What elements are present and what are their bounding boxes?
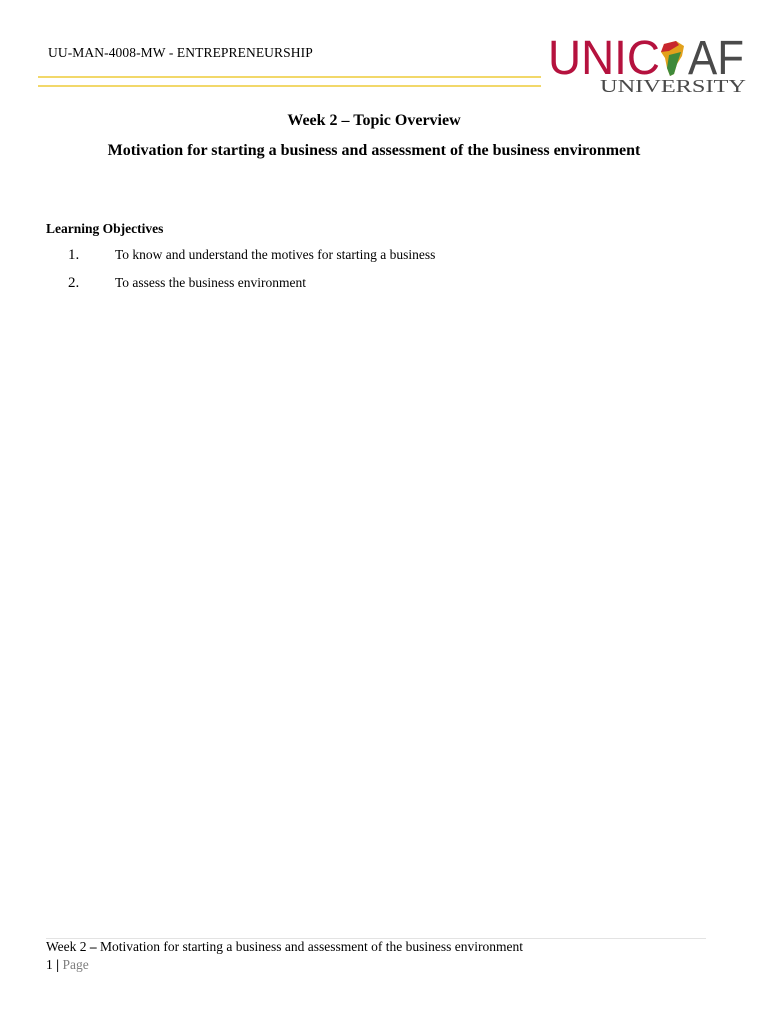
logo-letters-left: UNIC bbox=[548, 32, 660, 85]
page-word: Page bbox=[62, 957, 89, 972]
topic-title: Motivation for starting a business and assessment of the business environment bbox=[107, 142, 641, 159]
list-item-text: To know and understand the motives for starting a business bbox=[115, 247, 436, 262]
course-code: UU-MAN-4008-MW - ENTREPRENEURSHIP bbox=[48, 45, 313, 60]
learning-objectives-heading: Learning Objectives bbox=[46, 221, 164, 236]
africa-map-icon bbox=[661, 41, 684, 76]
footer-title-rest: Motivation for starting a business and assessment of the business environment bbox=[96, 939, 523, 954]
footer-title-dash: – bbox=[89, 939, 97, 954]
list-item-text: To assess the business environment bbox=[115, 275, 307, 290]
logo-letters-right: AF bbox=[688, 32, 744, 85]
header-rule-top bbox=[38, 76, 541, 78]
list-item-number: 2. bbox=[68, 275, 80, 291]
footer-title-prefix: Week 2 bbox=[46, 939, 90, 954]
list-item-number: 1. bbox=[68, 247, 80, 263]
footer-page-number bbox=[46, 957, 89, 973]
page-number: 1 bbox=[46, 957, 53, 972]
logo-subtitle: UNIVERSITY bbox=[600, 76, 746, 96]
list-item bbox=[68, 275, 306, 292]
header-rule-bottom bbox=[38, 85, 541, 87]
page-separator: | bbox=[56, 957, 60, 972]
unicaf-university-logo bbox=[548, 30, 748, 100]
week-title: Week 2 – Topic Overview bbox=[287, 112, 461, 129]
list-item bbox=[68, 247, 435, 264]
footer-title bbox=[46, 939, 523, 955]
